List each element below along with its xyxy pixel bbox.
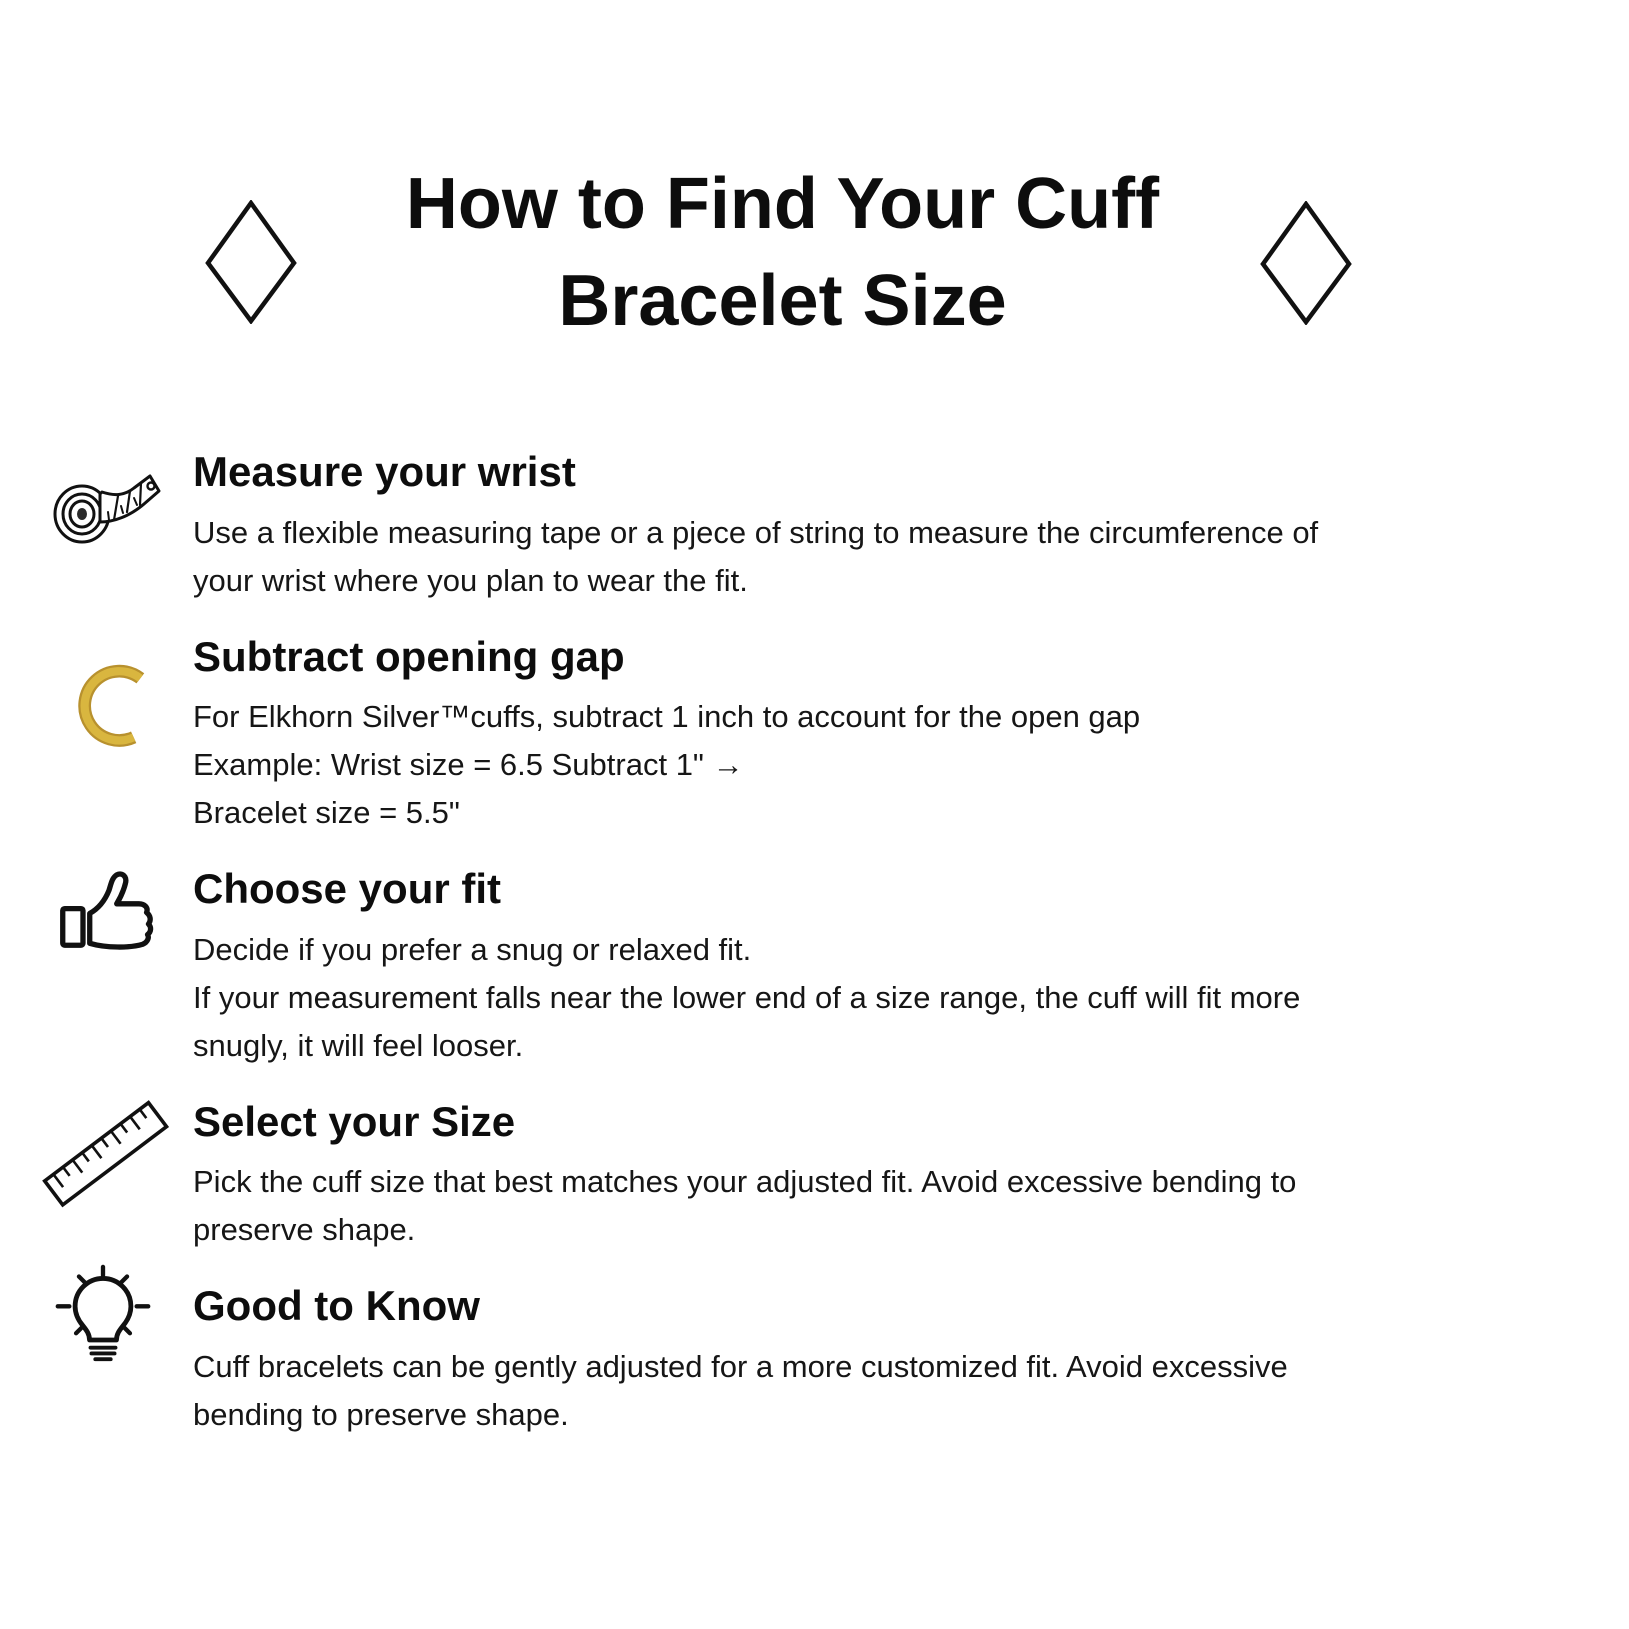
step-body — [193, 1343, 1288, 1439]
diamond-right-icon — [1260, 201, 1352, 325]
step-good-to-know — [0, 1280, 1629, 1439]
step-heading: Good to Know — [193, 1282, 480, 1330]
title-line-2: Bracelet Size — [558, 261, 1007, 342]
diamond-left-icon — [205, 200, 297, 324]
ruler-icon — [0, 1096, 193, 1221]
step-content — [193, 1280, 1288, 1439]
step-body — [193, 693, 1140, 837]
step-select-size — [0, 1096, 1629, 1255]
step-paragraph: bending to preserve shape. — [193, 1396, 569, 1432]
step-paragraph: Example: Wrist size = 6.5 Subtract 1" → — [193, 747, 744, 783]
step-body — [193, 509, 1318, 605]
steps-list — [0, 446, 1629, 1439]
step-paragraph: Pick the cuff size that best matches your adjusted fit. Avoid excessive bending to — [193, 1164, 1297, 1200]
step-heading: Subtract opening gap — [193, 632, 625, 680]
step-content — [193, 1096, 1296, 1255]
step-paragraph: If your measurement falls near the lower end of a size range, the cuff will fit more — [193, 979, 1301, 1015]
step-body — [193, 1158, 1296, 1254]
step-paragraph: preserve shape. — [193, 1212, 416, 1248]
step-content — [193, 863, 1300, 1070]
step-heading: Measure your wrist — [193, 448, 576, 496]
step-heading: Select your Size — [193, 1097, 516, 1145]
step-heading: Choose your fit — [193, 865, 502, 913]
step-paragraph: Decide if you prefer a snug or relaxed fit. — [193, 931, 752, 967]
measuring-tape-icon — [0, 446, 193, 559]
step-paragraph: Bracelet size = 5.5" — [193, 795, 460, 831]
step-content — [193, 446, 1318, 605]
step-paragraph: snugly, it will feel looser. — [193, 1027, 524, 1063]
step-paragraph: Use a flexible measuring tape or a pjece of string to measure the circumference of — [193, 514, 1319, 550]
step-subtract-gap — [0, 631, 1629, 838]
step-measure-wrist — [0, 446, 1629, 605]
lightbulb-icon — [0, 1280, 193, 1365]
step-content — [193, 631, 1140, 838]
step-paragraph: Cuff bracelets can be gently adjusted for a more customized fit. Avoid excessive — [193, 1348, 1288, 1384]
step-choose-fit — [0, 863, 1629, 1070]
step-paragraph: For Elkhorn Silver™cuffs, subtract 1 inch to account for the open gap — [193, 699, 1141, 735]
title-line-1: How to Find Your Cuff — [405, 164, 1160, 244]
thumbs-up-icon — [0, 863, 193, 960]
step-paragraph: your wrist where you plan to wear the fit. — [193, 562, 748, 598]
cuff-bracelet-icon — [0, 631, 193, 759]
header — [0, 0, 1629, 350]
step-body — [193, 926, 1300, 1070]
